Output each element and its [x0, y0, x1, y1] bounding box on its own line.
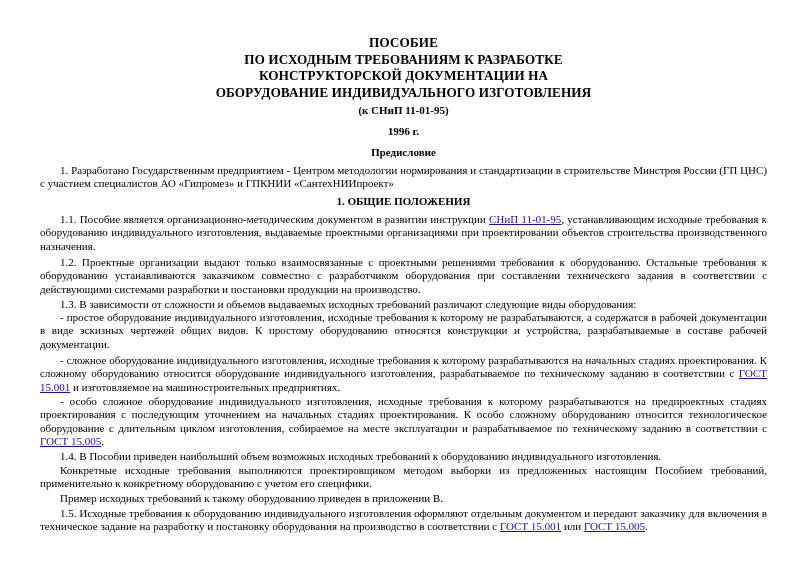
bullet-complex-text-a: - сложное оборудование индивидуального изготовления, исходные требования к которому разрабатываются на начальных стадиях проектирования. К сложному оборудованию относится оборудование индивидуального изготовления, разрабатываемое по техническому заданию в соответствии с — [40, 355, 767, 381]
gost-15-001-link-2[interactable]: ГОСТ 15.001 — [499, 521, 562, 534]
paragraph-1-5-text-b: . — [645, 521, 648, 534]
bullet-very-complex-equipment — [40, 396, 767, 450]
paragraph-1-1-text-a: 1.1. Пособие является организационно-методическим документом в развитии инструкции — [60, 214, 490, 226]
paragraph-1-4: 1.4. В Пособии приведен наибольший объем возможных исходных требований к оборудованию индивидуального изготовления. — [60, 451, 662, 463]
section-1-heading: 1. ОБЩИЕ ПОЛОЖЕНИЯ — [336, 196, 471, 208]
paragraph-1-4-specific: Конкретные исходные требования выполняются проектировщиком методом выборки из предложенных настоящим Пособием требований, применительно к конкретному оборудованию с учетом его специфики. — [40, 465, 767, 491]
bullet-complex-text-b: и изготовляемое на машиностроительных предприятиях. — [70, 381, 341, 394]
bullet-very-complex-text-a: - особо сложное оборудование индивидуального изготовления, исходные требования к которому разрабатываются на предпроектных стадиях проектирования с последующим уточнением на начальных стадиях проектирования. К особо сложному оборудованию относится технологическое оборудование с длительным циклом изготовления, собираемое на месте эксплуатации и разрабатываемое по техническому заданию в соответствии с — [40, 396, 767, 435]
foreword-paragraph: 1. Разработано Государственным предприятием - Центром методологии нормирования и стандартизации в строительстве Минстроя России (ГП ЦНС) с участием специалистов АО «Гипромез» и ГПКНИИ «СантехНИИпроект» — [40, 165, 767, 191]
paragraph-1-3: 1.3. В зависимости от сложности и объемов выдаваемых исходных требований различают следующие виды оборудования: — [60, 299, 637, 311]
title-line-2: ПО ИСХОДНЫМ ТРЕБОВАНИЯМ К РАЗРАБОТКЕ — [244, 51, 563, 67]
snip-11-01-95-link[interactable]: СНиП 11-01-95 — [489, 214, 562, 226]
bullet-very-complex-text-b: . — [101, 436, 104, 449]
paragraph-1-1 — [40, 214, 767, 254]
gost-15-005-link-2[interactable]: ГОСТ 15.005 — [583, 521, 646, 534]
gost-15-001-link[interactable]: ГОСТ 15.001 — [40, 368, 767, 394]
bullet-complex-equipment — [40, 355, 767, 395]
document-title — [0, 35, 807, 101]
title-line-3: КОНСТРУКТОРСКОЙ ДОКУМЕНТАЦИИ НА — [258, 68, 549, 83]
document-subtitle: (к СНиП 11-01-95) — [358, 105, 449, 117]
paragraph-1-2: 1.2. Проектные организации выдают только взаимосвязанные с проектными решениями требования к оборудованию. Остальные требования к оборудованию устанавливаются заказчиком совместно с разработчиком оборудования при составлении технического задания в соответствии с действующими системами разработки и постановки продукции на производство. — [40, 257, 767, 296]
foreword-heading: Предисловие — [371, 147, 436, 159]
paragraph-1-1-text-b: , устанавливающим исходные требования к оборудованию индивидуального изготовления, выдаваемые проектными организациями при проектировании объектов строительства производственного назначения. — [40, 214, 767, 253]
paragraph-1-5-text-a: 1.5. Исходные требования к оборудованию индивидуального изготовления оформляют отдельным документом и передают заказчику для включения в техническое задание на разработку и постановку оборудования на производство в соответствии с — [40, 508, 767, 534]
title-line-1: ПОСОБИЕ — [369, 35, 438, 50]
title-line-4: ОБОРУДОВАНИЕ ИНДИВИДУАЛЬНОГО ИЗГОТОВЛЕНИЯ — [215, 84, 592, 100]
paragraph-1-5 — [40, 508, 767, 535]
bullet-simple-equipment: - простое оборудование индивидуального изготовления, исходные требования к которому не разрабатываются, а содержатся в рабочей документации в виде эскизных чертежей общих видов. К простому оборудованию относятся конструкции и устройства, разрабатываемые в составе рабочей документации. — [40, 312, 767, 351]
document-year: 1996 г. — [387, 126, 420, 138]
paragraph-1-5-text-mid: или — [561, 521, 584, 534]
paragraph-1-4-example: Пример исходных требований к такому оборудованию приведен в приложении В. — [60, 493, 443, 505]
gost-15-005-link[interactable]: ГОСТ 15.005 — [40, 436, 102, 449]
